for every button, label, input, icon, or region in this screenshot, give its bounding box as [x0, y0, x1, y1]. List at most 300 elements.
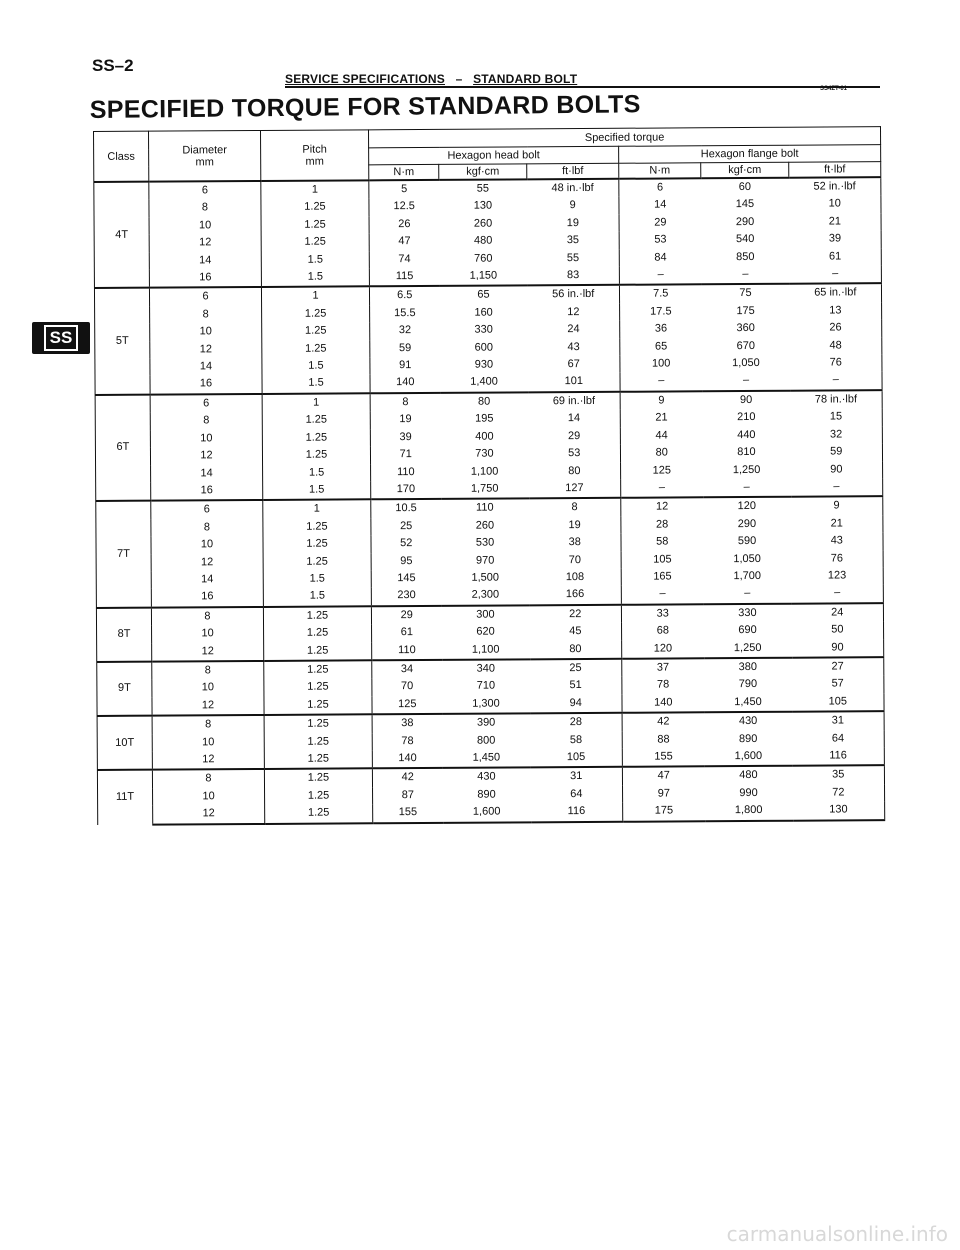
- head-ftlbf-cell: 58: [530, 731, 622, 749]
- flange-nm-cell: 14: [654, 198, 667, 211]
- flange-nm-cell: 37: [622, 658, 704, 677]
- diameter-cell: 10: [152, 625, 264, 643]
- head-kgfcm-cell: 330: [474, 323, 493, 336]
- head-nm-cell: 61: [400, 626, 413, 639]
- pitch-cell: 1.25: [264, 642, 372, 661]
- head-ftlbf-cell: 38: [529, 534, 621, 552]
- head-nm-cell: 170: [396, 482, 416, 496]
- flange-kgfcm-cell: 75: [701, 284, 789, 303]
- class-cell: 7T: [96, 501, 152, 608]
- diameter-cell: 10: [153, 788, 265, 806]
- head-kgfcm-cell: 300: [441, 605, 529, 624]
- head-kgfcm-cell: 2,300: [471, 588, 500, 602]
- flange-nm-cell: 6: [619, 178, 701, 197]
- pitch-cell: 1.25: [262, 412, 370, 430]
- flange-nm-cell: 175: [623, 802, 705, 821]
- pitch-cell: 1.25: [264, 750, 372, 769]
- flange-nm-cell: 100: [651, 357, 671, 370]
- flange-nm-cell: 155: [654, 750, 673, 763]
- page-id: SS–2: [92, 56, 134, 75]
- class-group-6t: [95, 390, 883, 501]
- flange-kgfcm-cell: 990: [739, 786, 758, 799]
- flange-ftlbf-cell: –: [790, 372, 882, 391]
- head-kgfcm-cell: 890: [477, 788, 496, 801]
- class-group-7t: [96, 496, 884, 607]
- header-unit: N·m: [369, 164, 439, 180]
- header-unit: N·m: [619, 163, 701, 179]
- header-specified-torque: Specified torque: [368, 127, 880, 148]
- head-kgfcm-cell: 1,100: [470, 465, 499, 478]
- header-pitch: [260, 130, 368, 181]
- flange-nm-cell: 105: [653, 553, 672, 566]
- head-kgfcm-cell: 110: [441, 499, 529, 518]
- flange-nm-cell: –: [658, 374, 665, 388]
- torque-table: [93, 126, 885, 825]
- flange-nm-cell: 65: [654, 340, 668, 353]
- flange-nm-cell: 120: [653, 642, 673, 655]
- flange-kgfcm-cell: 1,050: [732, 356, 760, 370]
- pitch-cell: 1.5: [263, 588, 371, 607]
- head-ftlbf-cell: 67: [528, 356, 620, 374]
- flange-kgfcm-cell: 210: [737, 411, 756, 424]
- flange-kgfcm-cell: 670: [736, 339, 756, 352]
- head-ftlbf-cell: 80: [530, 640, 622, 659]
- head-ftlbf-cell: 69 in.·lbf: [528, 392, 620, 411]
- diameter-cell: 16: [151, 482, 263, 501]
- flange-ftlbf-cell: 76: [790, 354, 882, 372]
- flange-ftlbf-cell: 61: [789, 248, 881, 266]
- head-ftlbf-cell: 51: [530, 677, 622, 695]
- flange-ftlbf-cell: –: [791, 478, 883, 497]
- head-kgfcm-cell: 430: [442, 768, 530, 787]
- flange-ftlbf-cell: 116: [792, 747, 884, 766]
- head-kgfcm-cell: 160: [474, 306, 493, 319]
- flange-nm-cell: 58: [656, 535, 669, 548]
- head-kgfcm-cell: 260: [473, 217, 493, 230]
- flange-kgfcm-cell: –: [742, 374, 750, 387]
- flange-kgfcm-cell: 850: [736, 250, 755, 263]
- diameter-cell: 14: [151, 571, 263, 589]
- flange-nm-cell: 42: [622, 712, 704, 731]
- head-ftlbf-cell: 24: [528, 321, 620, 339]
- diameter-cell: 8: [152, 661, 264, 680]
- head-nm-cell: 19: [399, 413, 412, 426]
- diameter-cell: 16: [149, 269, 261, 288]
- flange-nm-cell: 78: [656, 678, 670, 691]
- diameter-cell: 10: [150, 323, 262, 341]
- pitch-cell: 1.25: [264, 696, 372, 715]
- flange-ftlbf-cell: 32: [790, 426, 882, 444]
- header-diameter-label: Diameter: [182, 143, 227, 156]
- pitch-cell: 1.25: [264, 769, 372, 788]
- class-group-4t: [94, 177, 882, 288]
- flange-ftlbf-cell: 57: [792, 676, 884, 694]
- head-ftlbf-cell: 19: [529, 517, 621, 535]
- flange-nm-cell: 125: [652, 463, 672, 477]
- pitch-cell: 1: [262, 393, 370, 412]
- head-kgfcm-cell: 390: [442, 714, 530, 733]
- pitch-cell: 1.25: [265, 805, 373, 824]
- head-kgfcm-cell: 1,300: [472, 697, 500, 710]
- head-nm-cell: 42: [372, 768, 442, 787]
- head-ftlbf-cell: 9: [527, 197, 619, 215]
- head-kgfcm-cell: 710: [476, 679, 496, 693]
- flange-kgfcm-cell: 290: [735, 215, 755, 228]
- flange-nm-cell: 33: [621, 604, 703, 623]
- class-group-10t: [97, 711, 884, 770]
- diameter-cell: 12: [150, 341, 262, 359]
- diameter-cell: 12: [150, 447, 262, 465]
- class-cell: 4T: [94, 182, 150, 289]
- flange-kgfcm-cell: 60: [701, 178, 789, 197]
- flange-ftlbf-cell: 10: [789, 196, 881, 214]
- flange-kgfcm-cell: 175: [736, 304, 755, 317]
- class-cell: 9T: [97, 662, 152, 717]
- head-nm-cell: 47: [398, 235, 411, 248]
- flange-ftlbf-cell: 15: [790, 408, 882, 426]
- flange-ftlbf-cell: 27: [792, 657, 884, 676]
- flange-kgfcm-cell: 690: [738, 624, 757, 637]
- flange-kgfcm-cell: 145: [735, 198, 755, 211]
- diameter-cell: 16: [151, 588, 263, 607]
- head-nm-cell: 95: [400, 554, 413, 567]
- watermark: carmanualsonline.info: [726, 1222, 948, 1246]
- diameter-cell: 10: [152, 734, 264, 752]
- class-group-8t: [96, 603, 883, 662]
- diameter-cell: 8: [150, 412, 262, 430]
- flange-ftlbf-cell: –: [791, 585, 883, 604]
- flange-ftlbf-cell: 123: [791, 567, 883, 585]
- flange-ftlbf-cell: 50: [792, 621, 884, 639]
- head-nm-cell: 140: [396, 376, 415, 389]
- header-diameter-unit: mm: [195, 155, 214, 168]
- table-header: [94, 127, 881, 182]
- pitch-cell: 1.25: [262, 446, 370, 464]
- head-kgfcm-cell: 130: [473, 199, 493, 213]
- flange-ftlbf-cell: 130: [793, 801, 885, 820]
- pitch-cell: 1.25: [263, 553, 371, 571]
- flange-kgfcm-cell: 1,050: [733, 552, 761, 565]
- head-kgfcm-cell: 530: [475, 536, 495, 549]
- flange-kgfcm-cell: 1,800: [705, 802, 793, 821]
- flange-ftlbf-cell: 21: [789, 213, 881, 231]
- pitch-cell: 1.25: [264, 660, 372, 679]
- running-head-sep: –: [455, 72, 463, 86]
- header-unit: kgf·cm: [701, 162, 789, 178]
- flange-ftlbf-cell: 52 in.·lbf: [789, 177, 881, 196]
- head-kgfcm-cell: 55: [439, 179, 527, 198]
- head-nm-cell: 10.5: [371, 499, 441, 518]
- head-kgfcm-cell: 340: [442, 659, 530, 678]
- head-ftlbf-cell: 25: [530, 659, 622, 678]
- diameter-cell: 16: [150, 375, 262, 394]
- pitch-cell: 1.25: [264, 679, 372, 697]
- head-nm-cell: 38: [372, 714, 442, 733]
- running-head-topic: STANDARD BOLT: [473, 72, 578, 86]
- class-cell: 8T: [96, 607, 151, 662]
- head-ftlbf-cell: 19: [527, 215, 619, 233]
- diameter-cell: 10: [150, 430, 262, 448]
- flange-ftlbf-cell: 26: [790, 319, 882, 337]
- flange-ftlbf-cell: 35: [792, 766, 884, 785]
- pitch-cell: 1.25: [263, 606, 371, 625]
- diameter-cell: 6: [150, 394, 262, 413]
- diameter-cell: 10: [149, 217, 261, 235]
- diameter-cell: 12: [152, 643, 264, 662]
- flange-kgfcm-cell: 440: [737, 428, 756, 441]
- flange-nm-cell: 140: [654, 696, 673, 709]
- flange-ftlbf-cell: 65 in.·lbf: [789, 284, 881, 303]
- head-kgfcm-cell: 195: [475, 412, 494, 425]
- flange-ftlbf-cell: 59: [790, 443, 882, 461]
- flange-kgfcm-cell: 480: [704, 766, 792, 785]
- flange-nm-cell: –: [659, 587, 666, 600]
- head-ftlbf-cell: 35: [527, 232, 619, 250]
- head-kgfcm-cell: 620: [476, 625, 495, 638]
- header-hex-flange-bolt: Hexagon flange bolt: [619, 145, 881, 164]
- head-kgfcm-cell: 1,100: [471, 643, 500, 656]
- head-ftlbf-cell: 94: [530, 695, 622, 714]
- flange-nm-cell: 165: [653, 570, 672, 583]
- flange-nm-cell: 80: [655, 446, 668, 459]
- flange-ftlbf-cell: 90: [792, 639, 884, 658]
- flange-ftlbf-cell: 39: [789, 230, 881, 248]
- head-ftlbf-cell: 116: [531, 803, 623, 822]
- head-nm-cell: 74: [398, 252, 411, 265]
- flange-nm-cell: 9: [620, 391, 702, 410]
- flange-nm-cell: 88: [657, 733, 670, 746]
- pitch-cell: 1: [261, 287, 369, 306]
- pitch-cell: 1.25: [262, 305, 370, 323]
- flange-ftlbf-cell: 31: [792, 711, 884, 730]
- header-class: Class: [94, 131, 149, 182]
- header-unit: ft·lbf: [527, 163, 619, 179]
- head-ftlbf-cell: 70: [529, 551, 621, 569]
- flange-kgfcm-cell: 360: [736, 322, 755, 335]
- header-pitch-label: Pitch: [302, 143, 327, 156]
- head-nm-cell: 32: [398, 324, 412, 337]
- flange-ftlbf-cell: 105: [792, 693, 884, 712]
- head-ftlbf-cell: 83: [527, 267, 619, 286]
- head-nm-cell: 25: [400, 519, 413, 532]
- head-nm-cell: 78: [401, 734, 414, 747]
- head-kgfcm-cell: 65: [439, 286, 527, 305]
- page-title: SPECIFIED TORQUE FOR STANDARD BOLTS: [89, 90, 641, 125]
- flange-ftlbf-cell: 76: [791, 550, 883, 568]
- flange-ftlbf-cell: 24: [791, 603, 883, 622]
- flange-kgfcm-cell: 1,600: [734, 749, 763, 763]
- head-ftlbf-cell: 43: [528, 338, 620, 356]
- class-cell: 6T: [95, 395, 151, 502]
- diameter-cell: 12: [151, 554, 263, 572]
- head-nm-cell: 110: [398, 643, 416, 656]
- head-kgfcm-cell: 1,150: [469, 269, 498, 282]
- running-head-section: SERVICE SPECIFICATIONS: [285, 72, 445, 86]
- head-nm-cell: 12.5: [393, 200, 415, 213]
- head-ftlbf-cell: 8: [529, 498, 621, 517]
- head-kgfcm-cell: 970: [475, 554, 495, 567]
- head-nm-cell: 52: [400, 537, 413, 550]
- header-pitch-unit: mm: [305, 155, 324, 168]
- head-nm-cell: 8: [370, 393, 440, 412]
- flange-nm-cell: 29: [654, 216, 667, 229]
- head-ftlbf-cell: 48 in.·lbf: [527, 179, 619, 198]
- diameter-cell: 10: [151, 536, 263, 554]
- flange-ftlbf-cell: 64: [792, 730, 884, 748]
- flange-nm-cell: 68: [656, 624, 669, 637]
- pitch-cell: 1: [263, 500, 371, 519]
- class-group-5t: [94, 284, 882, 395]
- pitch-cell: 1.25: [264, 624, 372, 642]
- flange-nm-cell: 53: [654, 233, 667, 246]
- header-hex-head-bolt: Hexagon head bolt: [369, 146, 619, 165]
- head-ftlbf-cell: 64: [531, 786, 623, 804]
- flange-nm-cell: 97: [657, 787, 670, 800]
- flange-nm-cell: 47: [622, 767, 704, 786]
- pitch-cell: 1.25: [264, 714, 372, 733]
- diameter-cell: 8: [152, 715, 264, 734]
- head-kgfcm-cell: 480: [473, 234, 493, 247]
- section-tab-label: SS: [44, 325, 79, 351]
- flange-kgfcm-cell: 380: [704, 658, 792, 677]
- diameter-cell: 14: [149, 252, 261, 270]
- flange-nm-cell: –: [658, 481, 666, 494]
- head-ftlbf-cell: 108: [529, 569, 621, 587]
- flange-ftlbf-cell: 72: [793, 784, 885, 802]
- head-nm-cell: 125: [398, 697, 417, 710]
- pitch-cell: 1.5: [263, 481, 371, 500]
- table-row: [98, 801, 885, 824]
- diameter-cell: 6: [151, 500, 263, 519]
- flange-nm-cell: –: [657, 268, 664, 281]
- head-kgfcm-cell: 760: [474, 252, 493, 265]
- head-nm-cell: 59: [398, 341, 412, 354]
- flange-kgfcm-cell: 430: [704, 712, 792, 731]
- pitch-cell: 1.25: [262, 429, 370, 447]
- diameter-cell: 12: [149, 234, 261, 252]
- head-nm-cell: 145: [397, 571, 416, 585]
- head-kgfcm-cell: 730: [475, 447, 494, 460]
- header-unit: kgf·cm: [439, 164, 527, 180]
- flange-kgfcm-cell: 1,450: [734, 695, 762, 708]
- head-nm-cell: 230: [397, 589, 416, 602]
- head-nm-cell: 39: [399, 430, 412, 443]
- flange-nm-cell: 36: [654, 322, 668, 335]
- flange-kgfcm-cell: –: [743, 480, 750, 493]
- pitch-cell: 1.25: [264, 733, 372, 751]
- head-ftlbf-cell: 14: [528, 410, 620, 428]
- head-kgfcm-cell: 600: [474, 341, 494, 354]
- pitch-cell: 1.25: [262, 323, 370, 341]
- flange-nm-cell: 28: [656, 518, 669, 531]
- flange-nm-cell: 17.5: [650, 305, 672, 318]
- head-nm-cell: 110: [397, 465, 415, 478]
- head-ftlbf-cell: 105: [530, 749, 622, 768]
- flange-ftlbf-cell: 9: [791, 496, 883, 515]
- head-ftlbf-cell: 29: [528, 427, 620, 445]
- head-ftlbf-cell: 12: [528, 304, 620, 322]
- doc-code: SS4ZT-01: [820, 86, 848, 92]
- head-nm-cell: 70: [400, 680, 414, 693]
- diameter-cell: 12: [152, 751, 264, 770]
- class-group-9t: [97, 657, 884, 716]
- diameter-cell: 8: [150, 306, 262, 324]
- head-kgfcm-cell: 400: [475, 430, 494, 443]
- head-ftlbf-cell: 31: [530, 767, 622, 786]
- header-unit: ft·lbf: [789, 162, 881, 178]
- flange-ftlbf-cell: 48: [790, 337, 882, 355]
- head-nm-cell: 34: [372, 660, 442, 679]
- pitch-cell: 1.25: [261, 234, 369, 252]
- section-tab: [32, 322, 90, 354]
- flange-ftlbf-cell: 90: [791, 461, 883, 479]
- head-nm-cell: 71: [399, 448, 412, 461]
- flange-kgfcm-cell: 790: [738, 678, 758, 691]
- head-kgfcm-cell: 1,750: [470, 482, 499, 495]
- head-ftlbf-cell: 127: [529, 480, 621, 499]
- header-diameter: [149, 130, 261, 181]
- head-ftlbf-cell: 166: [529, 586, 621, 605]
- pitch-cell: 1.25: [265, 787, 373, 805]
- diameter-cell: 8: [151, 519, 263, 537]
- flange-ftlbf-cell: 21: [791, 515, 883, 533]
- diameter-cell: 14: [151, 464, 263, 482]
- head-nm-cell: 91: [399, 359, 412, 372]
- head-kgfcm-cell: 1,450: [472, 751, 501, 764]
- pitch-cell: 1.25: [263, 535, 371, 553]
- diameter-cell: 14: [150, 358, 262, 376]
- head-kgfcm-cell: 930: [474, 358, 494, 371]
- head-ftlbf-cell: 80: [529, 462, 621, 480]
- class-cell: 5T: [94, 288, 150, 395]
- flange-kgfcm-cell: 290: [737, 517, 757, 530]
- class-cell: 11T: [97, 770, 152, 825]
- head-nm-cell: 29: [371, 606, 441, 625]
- flange-kgfcm-cell: 1,250: [733, 641, 762, 654]
- pitch-cell: 1.5: [263, 570, 371, 588]
- head-kgfcm-cell: 800: [477, 734, 496, 747]
- flange-kgfcm-cell: 1,700: [733, 569, 762, 583]
- head-ftlbf-cell: 28: [530, 713, 622, 732]
- flange-ftlbf-cell: 78 in.·lbf: [790, 390, 882, 409]
- pitch-cell: 1.5: [261, 268, 369, 287]
- pitch-cell: 1: [261, 180, 369, 199]
- head-kgfcm-cell: 80: [440, 392, 528, 411]
- head-nm-cell: 87: [401, 788, 414, 801]
- flange-nm-cell: 84: [654, 251, 667, 264]
- running-head: [285, 72, 577, 86]
- flange-kgfcm-cell: 810: [737, 446, 756, 459]
- head-ftlbf-cell: 56 in.·lbf: [527, 285, 619, 304]
- flange-ftlbf-cell: –: [789, 265, 881, 284]
- head-ftlbf-cell: 101: [528, 373, 620, 392]
- class-cell: 10T: [97, 716, 152, 771]
- diameter-cell: 12: [152, 697, 264, 716]
- head-ftlbf-cell: 53: [528, 445, 620, 463]
- head-nm-cell: 26: [398, 217, 411, 230]
- header-rule: [285, 86, 880, 88]
- diameter-cell: 8: [152, 769, 264, 788]
- head-nm-cell: 140: [398, 752, 417, 765]
- pitch-cell: 1.25: [261, 199, 369, 217]
- flange-ftlbf-cell: 43: [791, 532, 883, 550]
- head-nm-cell: 115: [395, 270, 414, 283]
- flange-nm-cell: 21: [655, 411, 668, 424]
- flange-kgfcm-cell: –: [742, 268, 749, 281]
- head-ftlbf-cell: 45: [530, 623, 622, 641]
- diameter-cell: 6: [149, 287, 261, 306]
- flange-kgfcm-cell: 1,250: [732, 463, 761, 476]
